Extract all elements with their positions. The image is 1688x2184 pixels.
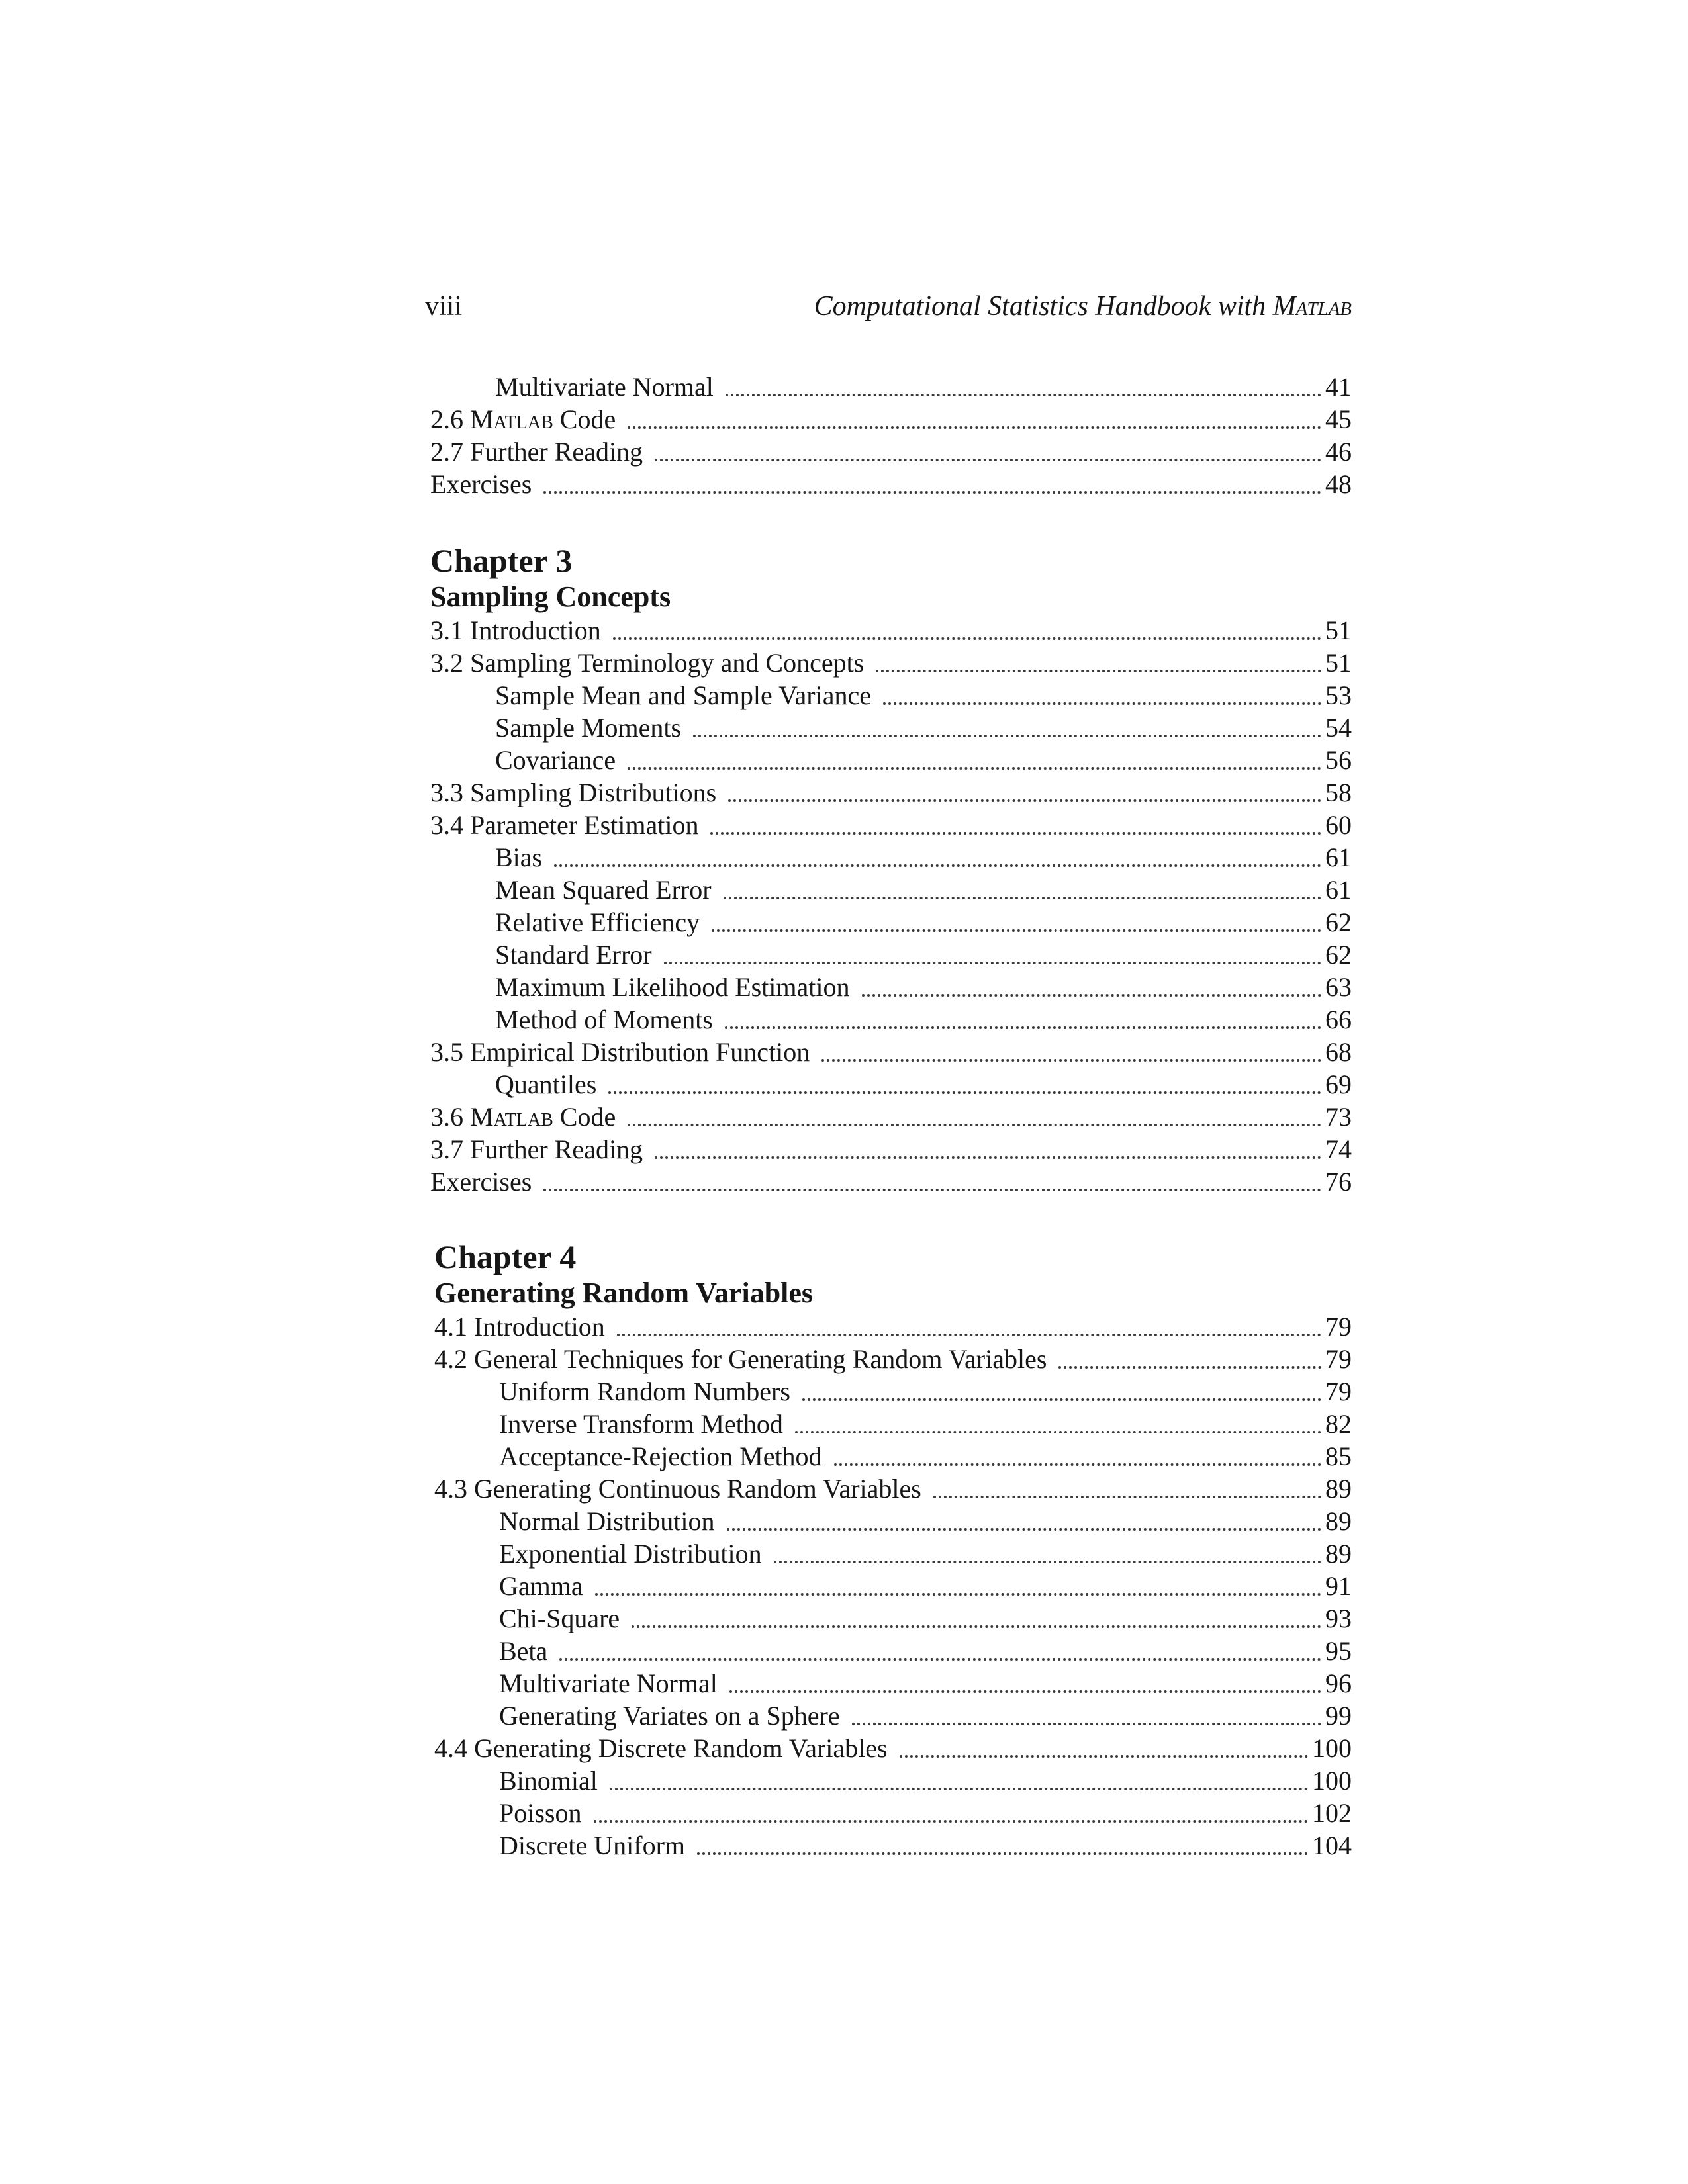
dot-leader — [1058, 1366, 1321, 1369]
toc-entry — [434, 1667, 1352, 1700]
page-number: 100 — [1312, 1766, 1352, 1796]
toc-entry — [434, 1570, 1352, 1602]
toc-entry — [434, 1408, 1352, 1440]
dot-leader — [726, 394, 1321, 396]
toc-entry — [430, 468, 1352, 500]
dot-leader — [655, 459, 1321, 461]
page-number: 79 — [1325, 1312, 1352, 1342]
toc-entry — [434, 1764, 1352, 1797]
dot-leader — [628, 426, 1321, 429]
page-number: 69 — [1325, 1069, 1352, 1099]
page-number: 61 — [1325, 842, 1352, 872]
page-number: 46 — [1325, 437, 1352, 467]
toc-entry-label: Exponential Distribution — [499, 1539, 762, 1569]
page-number: 95 — [1325, 1636, 1352, 1666]
dot-leader — [933, 1496, 1321, 1498]
toc-entry — [430, 1068, 1352, 1101]
dot-leader — [628, 1124, 1321, 1126]
dot-leader — [632, 1625, 1321, 1628]
page-number: 82 — [1325, 1409, 1352, 1439]
toc-entry-label: 2.7 Further Reading — [430, 437, 643, 467]
toc-entry-label: Inverse Transform Method — [499, 1409, 783, 1439]
toc-entry-label: 4.4 Generating Discrete Random Variables — [434, 1733, 888, 1763]
page-number: 48 — [1325, 469, 1352, 499]
toc-entry — [430, 776, 1352, 809]
toc-entry-label: Maximum Likelihood Estimation — [495, 972, 850, 1002]
toc-entry-label: 3.2 Sampling Terminology and Concepts — [430, 648, 865, 678]
toc-entry-label: Exercises — [430, 469, 532, 499]
page-number: 51 — [1325, 615, 1352, 645]
toc-chapter-3 — [430, 541, 1352, 1198]
toc-entry — [430, 1133, 1352, 1165]
toc-entry — [430, 1101, 1352, 1133]
toc-entry — [430, 435, 1352, 468]
page-number: 96 — [1325, 1668, 1352, 1698]
toc-entry — [434, 1473, 1352, 1505]
dot-leader — [613, 637, 1321, 640]
page-number: 68 — [1325, 1037, 1352, 1067]
toc-entry — [430, 647, 1352, 679]
page-number: 56 — [1325, 745, 1352, 775]
toc-entry — [434, 1829, 1352, 1862]
toc-entry — [430, 403, 1352, 435]
toc-entry — [434, 1732, 1352, 1764]
toc-entry — [430, 809, 1352, 841]
toc-entry — [434, 1635, 1352, 1667]
toc-entry-label: 3.5 Empirical Distribution Function — [430, 1037, 810, 1067]
dot-leader — [697, 1852, 1308, 1855]
toc-entry — [430, 938, 1352, 971]
page-number: 63 — [1325, 972, 1352, 1002]
dot-leader — [883, 702, 1321, 705]
chapter-number: Chapter 3 — [430, 542, 573, 579]
page-number: 100 — [1312, 1733, 1352, 1763]
page-number: 60 — [1325, 810, 1352, 840]
dot-leader — [876, 670, 1321, 672]
toc-entry — [434, 1310, 1352, 1343]
toc-entry-label: 3.1 Introduction — [430, 615, 601, 645]
toc-entry — [434, 1505, 1352, 1537]
page-number: 102 — [1312, 1798, 1352, 1828]
toc-continued-chapter-2 — [430, 371, 1352, 500]
section-number: 3.6 — [430, 1102, 463, 1132]
toc-entry — [430, 614, 1352, 647]
dot-leader — [543, 1189, 1321, 1191]
dot-leader — [655, 1156, 1321, 1159]
page-number: 45 — [1325, 404, 1352, 434]
toc-entry-label: 3.7 Further Reading — [430, 1134, 643, 1164]
toc-entry — [430, 679, 1352, 711]
toc-entry — [434, 1797, 1352, 1829]
toc-entry — [430, 874, 1352, 906]
running-head — [425, 283, 1352, 330]
section-number: 2.6 — [430, 404, 463, 434]
dot-leader — [834, 1463, 1321, 1466]
toc-entry — [430, 371, 1352, 403]
dot-leader — [610, 1788, 1308, 1790]
page-number: 91 — [1325, 1571, 1352, 1601]
toc-entry-label: 4.2 General Techniques for Generating Random Variables — [434, 1344, 1047, 1374]
brand-name: Matlab — [470, 404, 553, 434]
page-number: 93 — [1325, 1604, 1352, 1633]
dot-leader — [900, 1755, 1308, 1758]
dot-leader — [729, 1690, 1321, 1693]
page-number: 41 — [1325, 372, 1352, 402]
dot-leader — [595, 1593, 1321, 1596]
toc-entry-label: Beta — [499, 1636, 548, 1666]
dot-leader — [594, 1820, 1309, 1823]
dot-leader — [728, 799, 1321, 802]
page-number: 89 — [1325, 1506, 1352, 1536]
chapter-title: Sampling Concepts — [430, 580, 671, 613]
chapter-entries — [430, 614, 1352, 1198]
dot-leader — [725, 1026, 1321, 1029]
section-title: Code — [553, 404, 616, 434]
page-number: 99 — [1325, 1701, 1352, 1731]
dot-leader — [852, 1723, 1321, 1725]
dot-leader — [628, 767, 1321, 770]
toc-entry-label: Standard Error — [495, 940, 652, 970]
toc-entry-label: Multivariate Normal — [499, 1668, 718, 1698]
toc-entry-label: Uniform Random Numbers — [499, 1377, 790, 1406]
toc-entry — [430, 711, 1352, 744]
toc-entry — [434, 1440, 1352, 1473]
dot-leader — [693, 735, 1321, 737]
toc-entry-label — [430, 1101, 616, 1133]
toc-chapter-4 — [434, 1238, 1352, 1862]
dot-leader — [727, 1528, 1321, 1531]
page-number: 89 — [1325, 1474, 1352, 1504]
toc-entry — [430, 906, 1352, 938]
page-number: 79 — [1325, 1344, 1352, 1374]
toc-entry-label: Relative Efficiency — [495, 907, 700, 937]
dot-leader — [554, 864, 1321, 867]
book-title-brand: Matlab — [1272, 291, 1352, 322]
page-number: 73 — [1325, 1102, 1352, 1132]
toc-entry-label: Bias — [495, 842, 543, 872]
toc-entry — [430, 1003, 1352, 1036]
toc-entry-label: 3.4 Parameter Estimation — [430, 810, 699, 840]
page-number: 74 — [1325, 1134, 1352, 1164]
toc-entry — [430, 1036, 1352, 1068]
toc-entry-label: Normal Distribution — [499, 1506, 715, 1536]
book-title-text: Computational Statistics Handbook with — [814, 291, 1273, 322]
page-number: 58 — [1325, 778, 1352, 807]
toc-entry — [434, 1602, 1352, 1635]
toc-entry — [434, 1343, 1352, 1375]
toc-entry-label: Gamma — [499, 1571, 583, 1601]
dot-leader — [862, 994, 1321, 997]
dot-leader — [543, 491, 1321, 494]
toc-entry-label: Method of Moments — [495, 1005, 713, 1034]
chapter-title: Generating Random Variables — [434, 1277, 814, 1309]
page-number: 61 — [1325, 875, 1352, 905]
page-number: 76 — [1325, 1167, 1352, 1197]
chapter-number: Chapter 4 — [434, 1238, 577, 1275]
brand-name: Matlab — [470, 1102, 553, 1132]
toc-entry-label: 4.3 Generating Continuous Random Variables — [434, 1474, 921, 1504]
toc-entry-label: Mean Squared Error — [495, 875, 712, 905]
toc-entry-label: Binomial — [499, 1766, 598, 1796]
dot-leader — [664, 962, 1321, 964]
toc-entry-label: Acceptance-Rejection Method — [499, 1441, 822, 1471]
page-number: 62 — [1325, 907, 1352, 937]
chapter-entries — [434, 1310, 1352, 1862]
page-number: 54 — [1325, 713, 1352, 743]
toc-entry — [434, 1537, 1352, 1570]
toc-entry-label — [430, 403, 616, 435]
toc-entry-label: 3.3 Sampling Distributions — [430, 778, 717, 807]
dot-leader — [608, 1091, 1321, 1094]
page-number: 89 — [1325, 1539, 1352, 1569]
toc-entry-label: Exercises — [430, 1167, 532, 1197]
toc-entry-label: Discrete Uniform — [499, 1831, 686, 1860]
dot-leader — [774, 1561, 1321, 1563]
toc-entry — [430, 841, 1352, 874]
toc-entry-label: Generating Variates on a Sphere — [499, 1701, 840, 1731]
toc-entry-label: Poisson — [499, 1798, 582, 1828]
toc-entry-label: Multivariate Normal — [495, 372, 714, 402]
dot-leader — [710, 832, 1321, 835]
dot-leader — [802, 1398, 1321, 1401]
page-number: 53 — [1325, 680, 1352, 710]
page-number: 85 — [1325, 1441, 1352, 1471]
toc-entry-label: 4.1 Introduction — [434, 1312, 605, 1342]
page-folio: viii — [425, 291, 463, 322]
page-number: 66 — [1325, 1005, 1352, 1034]
toc-entry — [434, 1700, 1352, 1732]
dot-leader — [724, 897, 1321, 899]
dot-leader — [617, 1334, 1321, 1336]
toc-entry-label: Quantiles — [495, 1069, 597, 1099]
toc-entry-label: Sample Moments — [495, 713, 682, 743]
toc-entry — [430, 744, 1352, 776]
dot-leader — [712, 929, 1321, 932]
toc-entry-label: Covariance — [495, 745, 616, 775]
dot-leader — [795, 1431, 1321, 1433]
toc-entry — [430, 971, 1352, 1003]
toc-entry — [430, 1165, 1352, 1198]
toc-entry-label: Chi-Square — [499, 1604, 620, 1633]
book-title — [814, 283, 1352, 330]
toc-entry-label: Sample Mean and Sample Variance — [495, 680, 871, 710]
dot-leader — [821, 1059, 1321, 1062]
section-title: Code — [553, 1102, 616, 1132]
dot-leader — [559, 1658, 1321, 1661]
page-number: 104 — [1312, 1831, 1352, 1860]
page-number: 51 — [1325, 648, 1352, 678]
toc-entry — [434, 1375, 1352, 1408]
page-number: 79 — [1325, 1377, 1352, 1406]
page-number: 62 — [1325, 940, 1352, 970]
